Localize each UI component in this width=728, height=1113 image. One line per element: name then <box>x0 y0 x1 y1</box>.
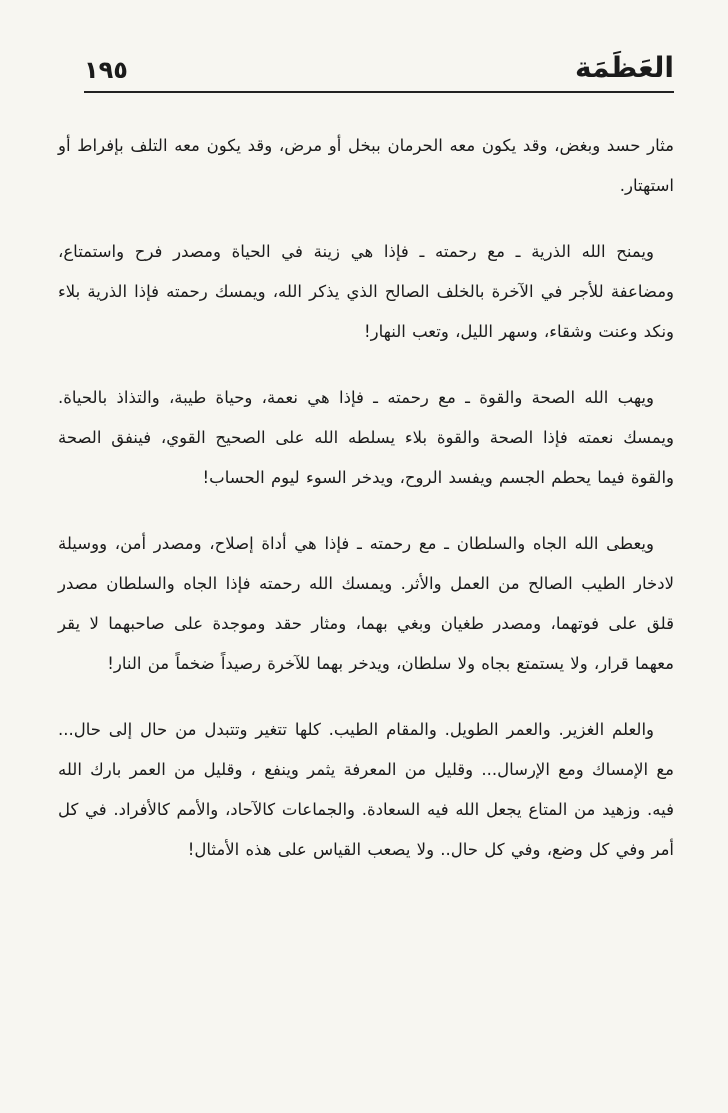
paragraph <box>58 710 674 870</box>
paragraph <box>58 524 674 684</box>
page-header <box>84 48 674 90</box>
paragraph-text: والعلم الغزير. والعمر الطويل. والمقام الطيب. كلها تتغير وتتبدل من حال إلى حال... مع الإمساك ومع الإرسال... وقليل من المعرفة يثمر وينفع ، وقليل من العمر بارك الله فيه. وزهيد من المتاع يجعل الله فيه السعادة. والجماعات كالآحاد، والأمم كالأفراد. في كل أمر وفي كل وضع، وفي كل حال.. ولا يصعب القياس على هذه الأمثال! <box>58 720 674 859</box>
paragraph-text: ويعطى الله الجاه والسلطان ـ مع رحمته ـ فإذا هي أداة إصلاح، ومصدر أمن، ووسيلة لادخار الطيب الصالح من العمل والأثر. ويمسك الله رحمته فإذا الجاه والسلطان مصدر قلق على فوتهما، ومصدر طغيان وبغي بهما، ومثار حقد وموجدة على صاحبهما لا يقر معهما قرار، ولا يستمتع بجاه ولا سلطان، ويدخر بهما للآخرة رصيداً ضخماً من النار! <box>58 534 674 673</box>
page-number: ١٩٥ <box>84 56 128 84</box>
page-body <box>58 126 674 896</box>
paragraph <box>58 378 674 498</box>
paragraph <box>58 232 674 352</box>
header-rule <box>84 91 674 93</box>
paragraph <box>58 126 674 206</box>
paragraph-text: ويمنح الله الذرية ـ مع رحمته ـ فإذا هي زينة في الحياة ومصدر فرح واستمتاع، ومضاعفة للأجر في الآخرة بالخلف الصالح الذي يذكر الله، ويمسك رحمته فإذا الذرية بلاء ونكد وعنت وشقاء، وسهر الليل، وتعب النهار! <box>58 242 674 341</box>
paragraph-text: ويهب الله الصحة والقوة ـ مع رحمته ـ فإذا هي نعمة، وحياة طيبة، والتذاذ بالحياة. ويمسك نعمته فإذا الصحة والقوة بلاء يسلطه الله على الصحيح القوي، فينفق الصحة والقوة فيما يحطم الجسم ويفسد الروح، ويدخر السوء ليوم الحساب! <box>58 388 674 487</box>
paragraph-text: مثار حسد وبغض، وقد يكون معه الحرمان ببخل أو مرض، وقد يكون معه التلف بإفراط أو استهتار. <box>58 136 674 195</box>
running-title: العَظَمَة <box>575 51 674 84</box>
